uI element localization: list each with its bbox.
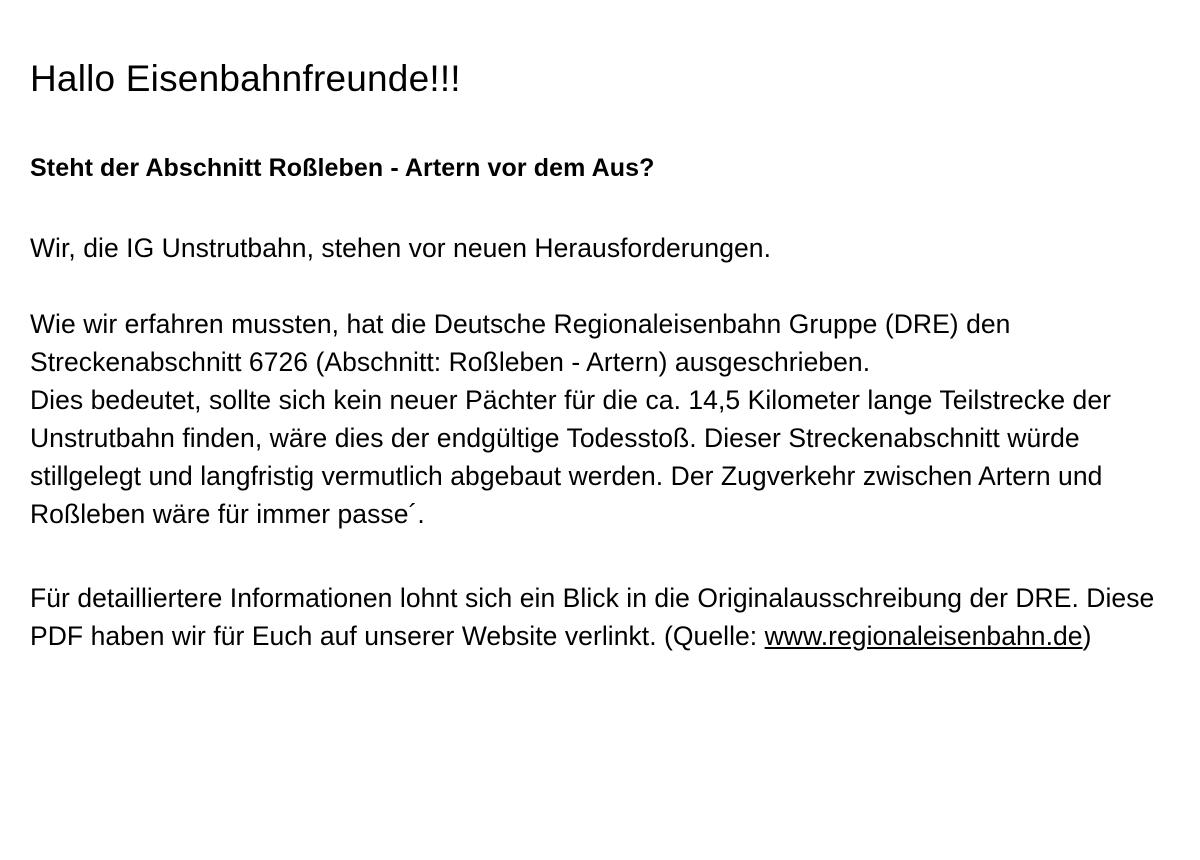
regionaleisenbahn-link[interactable]: www.regionaleisenbahn.de bbox=[764, 620, 1083, 651]
paragraph-tender-info: Wie wir erfahren mussten, hat die Deutsche Regionaleisenbahn Gruppe (DRE) den Streckenabschnitt 6726 (Abschnitt: Roßleben - Artern) ausgeschrieben. bbox=[30, 308, 1011, 377]
closing-text-after-link: ) bbox=[1082, 620, 1092, 651]
paragraph-consequences: Dies bedeutet, sollte sich kein neuer Pächter für die ca. 14,5 Kilometer lange Teilstrecke der Unstrutbahn finden, wäre dies der endgültige Todesstoß. Dieser Streckenabschnitt würde stillgelegt und langfristig vermutlich abgebaut werden. Der Zugverkehr zwischen Artern und Roßleben wäre für immer passe´. bbox=[30, 384, 1111, 529]
paragraph-closing bbox=[30, 579, 1172, 655]
page-headline: Hallo Eisenbahnfreunde!!! bbox=[30, 58, 461, 99]
closing-text-before-link: Für detailliertere Informationen lohnt sich ein Blick in die Originalausschreibung der DRE. Diese PDF haben wir für Euch auf unserer Website verlinkt. (Quelle: bbox=[30, 582, 1155, 651]
paragraph-intro: Wir, die IG Unstrutbahn, stehen vor neuen Herausforderungen. bbox=[30, 232, 772, 263]
page-subheadline: Steht der Abschnitt Roßleben - Artern vor dem Aus? bbox=[30, 153, 655, 182]
